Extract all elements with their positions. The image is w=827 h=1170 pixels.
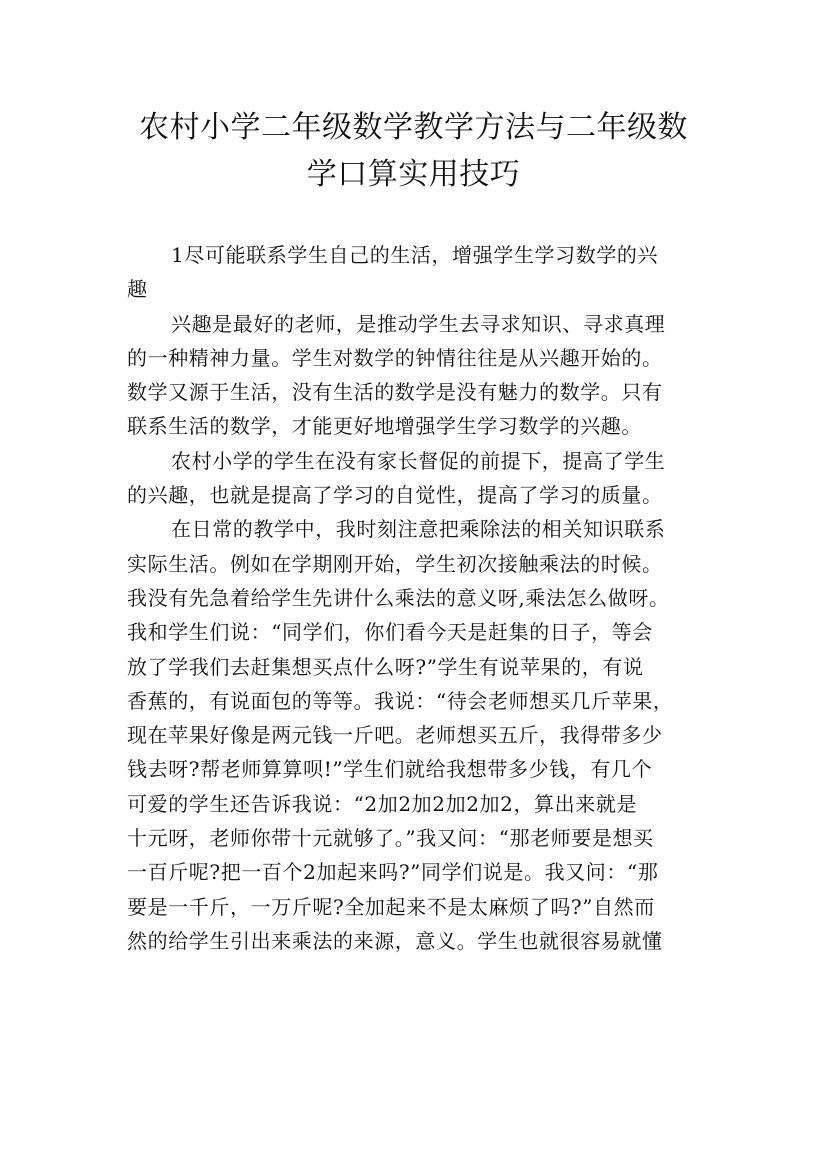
text-line: 钱去呀?帮老师算算呗!”学生们就给我想带多少钱，有几个 <box>127 757 653 782</box>
document-body <box>127 238 717 958</box>
text-line: 趣 <box>127 277 148 302</box>
text-line: 在日常的教学中，我时刻注意把乘除法的相关知识联系 <box>171 517 666 542</box>
text-line: 香蕉的，有说面包的等等。我说：“待会老师想买几斤苹果， <box>127 688 674 713</box>
text-line: 兴趣是最好的老师，是推动学生去寻求知识、寻求真理 <box>171 311 666 336</box>
text-line: 放了学我们去赶集想买点什么呀?”学生有说苹果的，有说 <box>127 654 644 679</box>
document-title <box>100 104 727 198</box>
text-line: 现在苹果好像是两元钱一斤吧。老师想买五斤，我得带多少 <box>127 723 663 748</box>
text-line: 的一种精神力量。学生对数学的钟情往往是从兴趣开始的。 <box>127 345 663 370</box>
title-line-1: 农村小学二年级数学教学方法与二年级数 <box>139 110 688 145</box>
text-line: 1尽可能联系学生自己的生活，增强学生学习数学的兴 <box>171 243 659 267</box>
text-line: 一百斤呢?把一百个2加起来吗?”同学们说是。我又问：“那 <box>127 860 659 885</box>
text-line: 我和学生们说：“同学们，你们看今天是赶集的日子，等会 <box>127 620 653 645</box>
title-line-2: 学口算实用技巧 <box>306 157 521 192</box>
text-line: 然的给学生引出来乘法的来源，意义。学生也就很容易就懂 <box>127 928 663 953</box>
text-line: 可爱的学生还告诉我说：“2加2加2加2加2，算出来就是 <box>127 791 638 816</box>
text-line: 十元呀，老师你带十元就够了。”我又问：“那老师要是想买 <box>127 826 654 851</box>
text-line: 数学又源于生活，没有生活的数学是没有魅力的数学。只有 <box>127 380 663 405</box>
text-line: 实际生活。例如在学期刚开始，学生初次接触乘法的时候。 <box>127 551 663 576</box>
text-line: 联系生活的数学，才能更好地增强学生学习数学的兴趣。 <box>127 414 642 439</box>
text-line: 要是一千斤，一万斤呢?全加起来不是太麻烦了吗?”自然而 <box>127 894 655 919</box>
text-line: 农村小学的学生在没有家长督促的前提下，提高了学生 <box>171 448 666 473</box>
text-line: 我没有先急着给学生先讲什么乘法的意义呀,乘法怎么做呀。 <box>127 585 670 610</box>
text-line: 的兴趣，也就是提高了学习的自觉性，提高了学习的质量。 <box>127 483 663 508</box>
